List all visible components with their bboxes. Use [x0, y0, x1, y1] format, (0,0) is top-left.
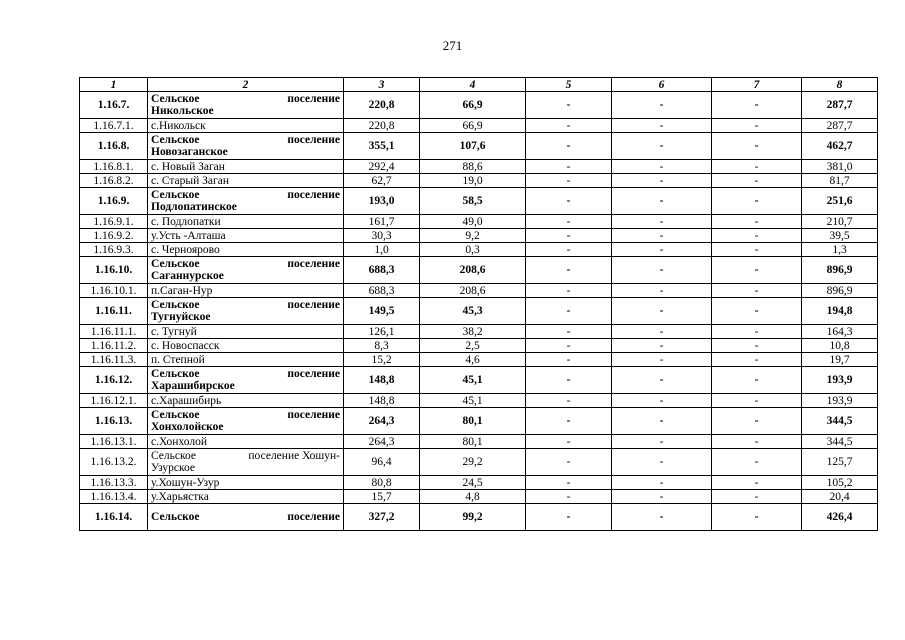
row-value-cell: - — [526, 353, 612, 367]
row-value-cell: - — [526, 298, 612, 325]
table-row — [80, 174, 878, 188]
row-name-part: поселение Хошун- — [248, 450, 340, 462]
row-value-cell: - — [712, 408, 802, 435]
row-name-cell: с. Новоспасск — [148, 339, 344, 353]
row-value-cell: 149,5 — [344, 298, 420, 325]
row-name-part: Сельское — [151, 134, 200, 146]
data-table — [79, 77, 878, 531]
row-value-cell: 264,3 — [344, 408, 420, 435]
row-name-part: Сельское — [151, 450, 197, 462]
row-value-cell: - — [612, 229, 712, 243]
row-value-cell: - — [712, 215, 802, 229]
row-code-cell: 1.16.8. — [80, 133, 148, 160]
row-value-cell: 208,6 — [420, 284, 526, 298]
row-value-cell: 210,7 — [802, 215, 878, 229]
row-code-cell: 1.16.11.1. — [80, 325, 148, 339]
row-name-cell: с. Старый Заган — [148, 174, 344, 188]
table-row — [80, 215, 878, 229]
row-name-cell: п. Степной — [148, 353, 344, 367]
row-value-cell: 39,5 — [802, 229, 878, 243]
row-code-cell: 1.16.7. — [80, 92, 148, 119]
row-code-cell: 1.16.8.1. — [80, 160, 148, 174]
row-code-cell: 1.16.11. — [80, 298, 148, 325]
row-value-cell: - — [612, 504, 712, 531]
row-value-cell: - — [712, 353, 802, 367]
table-row — [80, 490, 878, 504]
table-row — [80, 298, 878, 325]
row-value-cell: - — [712, 188, 802, 215]
row-value-cell: - — [612, 325, 712, 339]
row-value-cell: 148,8 — [344, 367, 420, 394]
row-value-cell: - — [712, 160, 802, 174]
row-value-cell: - — [526, 92, 612, 119]
row-code-cell: 1.16.11.3. — [80, 353, 148, 367]
row-value-cell: - — [612, 449, 712, 476]
table-row — [80, 160, 878, 174]
row-value-cell: 20,4 — [802, 490, 878, 504]
row-code-cell: 1.16.13. — [80, 408, 148, 435]
row-code-cell: 1.16.10.1. — [80, 284, 148, 298]
row-value-cell: - — [526, 449, 612, 476]
row-name-part: Сельское — [151, 368, 200, 380]
row-value-cell: 1,0 — [344, 243, 420, 257]
row-name-cell: с. Подлопатки — [148, 215, 344, 229]
table-row — [80, 394, 878, 408]
page-number: 271 — [442, 38, 463, 53]
row-value-cell: 251,6 — [802, 188, 878, 215]
row-code-cell: 1.16.9.3. — [80, 243, 148, 257]
row-name-part: Сельское — [151, 93, 200, 105]
row-value-cell: - — [526, 215, 612, 229]
table-row — [80, 188, 878, 215]
row-value-cell: 96,4 — [344, 449, 420, 476]
row-value-cell: 38,2 — [420, 325, 526, 339]
row-name-cell: с.Хонхолой — [148, 435, 344, 449]
row-value-cell: - — [612, 215, 712, 229]
row-value-cell: - — [526, 243, 612, 257]
row-name-part: поселение — [287, 258, 340, 270]
row-name-cell: с. Новый Заган — [148, 160, 344, 174]
row-value-cell: 208,6 — [420, 257, 526, 284]
table-row — [80, 119, 878, 133]
row-name-cell: с. Черноярово — [148, 243, 344, 257]
row-value-cell: - — [712, 504, 802, 531]
row-name-part: поселение — [287, 93, 340, 105]
row-name-part: Подлопатинское — [151, 201, 237, 213]
row-value-cell: - — [526, 119, 612, 133]
column-header: 8 — [802, 78, 878, 92]
row-name-cell — [148, 298, 344, 325]
row-value-cell: 220,8 — [344, 119, 420, 133]
row-value-cell: 126,1 — [344, 325, 420, 339]
table-row — [80, 367, 878, 394]
row-name-part: поселение — [287, 189, 340, 201]
table-row — [80, 353, 878, 367]
row-code-cell: 1.16.7.1. — [80, 119, 148, 133]
row-value-cell: 99,2 — [420, 504, 526, 531]
row-value-cell: - — [712, 229, 802, 243]
row-name-cell: у.Хошун-Узур — [148, 476, 344, 490]
row-value-cell: - — [526, 504, 612, 531]
row-name-part: Никольское — [151, 105, 214, 117]
row-code-cell: 1.16.9. — [80, 188, 148, 215]
row-code-cell: 1.16.13.1. — [80, 435, 148, 449]
row-value-cell: 29,2 — [420, 449, 526, 476]
row-value-cell: 80,1 — [420, 408, 526, 435]
row-name-part: Сельское — [151, 189, 200, 201]
row-value-cell: - — [612, 339, 712, 353]
table-row — [80, 339, 878, 353]
row-value-cell: 688,3 — [344, 257, 420, 284]
row-value-cell: - — [712, 476, 802, 490]
row-code-cell: 1.16.9.2. — [80, 229, 148, 243]
row-value-cell: - — [526, 133, 612, 160]
row-value-cell: - — [526, 490, 612, 504]
row-value-cell: 105,2 — [802, 476, 878, 490]
column-header: 2 — [148, 78, 344, 92]
row-value-cell: - — [712, 367, 802, 394]
header-row — [80, 78, 878, 92]
row-value-cell: 193,9 — [802, 367, 878, 394]
row-value-cell: 164,3 — [802, 325, 878, 339]
row-value-cell: - — [526, 476, 612, 490]
row-name-cell: с.Никольск — [148, 119, 344, 133]
column-header: 5 — [526, 78, 612, 92]
row-value-cell: 2,5 — [420, 339, 526, 353]
row-name-part: Харашибирское — [151, 380, 235, 392]
row-value-cell: 161,7 — [344, 215, 420, 229]
row-value-cell: - — [712, 119, 802, 133]
row-name-part: Хонхолойское — [151, 421, 224, 433]
row-value-cell: 327,2 — [344, 504, 420, 531]
table-row — [80, 504, 878, 531]
row-value-cell: - — [612, 476, 712, 490]
row-value-cell: 10,8 — [802, 339, 878, 353]
row-value-cell: 381,0 — [802, 160, 878, 174]
row-value-cell: 9,2 — [420, 229, 526, 243]
row-value-cell: - — [712, 133, 802, 160]
row-value-cell: - — [526, 394, 612, 408]
row-value-cell: 66,9 — [420, 119, 526, 133]
row-value-cell: 194,8 — [802, 298, 878, 325]
row-value-cell: 4,8 — [420, 490, 526, 504]
row-value-cell: 8,3 — [344, 339, 420, 353]
row-value-cell: 58,5 — [420, 188, 526, 215]
row-name-part: поселение — [287, 134, 340, 146]
row-value-cell: - — [712, 339, 802, 353]
row-name-cell — [148, 188, 344, 215]
row-value-cell: 688,3 — [344, 284, 420, 298]
row-value-cell: 15,7 — [344, 490, 420, 504]
table-row — [80, 133, 878, 160]
row-value-cell: 125,7 — [802, 449, 878, 476]
row-value-cell: 344,5 — [802, 435, 878, 449]
row-name-cell: у.Харьястка — [148, 490, 344, 504]
row-name-cell — [148, 408, 344, 435]
row-value-cell: - — [712, 257, 802, 284]
row-value-cell: 24,5 — [420, 476, 526, 490]
row-value-cell: 193,9 — [802, 394, 878, 408]
row-name-cell — [148, 257, 344, 284]
table-row — [80, 408, 878, 435]
table-row — [80, 257, 878, 284]
row-name-cell: с. Тугнуй — [148, 325, 344, 339]
row-value-cell: - — [712, 284, 802, 298]
row-name-cell — [148, 367, 344, 394]
row-name-part: поселение — [287, 409, 340, 421]
row-value-cell: 344,5 — [802, 408, 878, 435]
row-value-cell: 287,7 — [802, 119, 878, 133]
table-row — [80, 435, 878, 449]
row-value-cell: - — [612, 133, 712, 160]
row-value-cell: - — [612, 353, 712, 367]
row-value-cell: - — [712, 394, 802, 408]
row-value-cell: 896,9 — [802, 284, 878, 298]
row-name-part: Сельское — [151, 299, 200, 311]
row-value-cell: 81,7 — [802, 174, 878, 188]
row-value-cell: - — [612, 243, 712, 257]
row-value-cell: 107,6 — [420, 133, 526, 160]
row-name-part: Тугнуйское — [151, 311, 211, 323]
row-name-cell — [148, 92, 344, 119]
row-value-cell: - — [712, 325, 802, 339]
column-header: 3 — [344, 78, 420, 92]
row-value-cell: 30,3 — [344, 229, 420, 243]
row-value-cell: 0,3 — [420, 243, 526, 257]
row-code-cell: 1.16.13.3. — [80, 476, 148, 490]
column-header: 7 — [712, 78, 802, 92]
row-code-cell: 1.16.14. — [80, 504, 148, 531]
row-name-part: Сельское — [151, 258, 200, 270]
row-value-cell: - — [712, 435, 802, 449]
row-value-cell: - — [612, 188, 712, 215]
row-value-cell: 193,0 — [344, 188, 420, 215]
row-value-cell: 462,7 — [802, 133, 878, 160]
table-body — [80, 92, 878, 531]
row-value-cell: 80,8 — [344, 476, 420, 490]
row-value-cell: - — [712, 298, 802, 325]
row-code-cell: 1.16.9.1. — [80, 215, 148, 229]
table-row — [80, 284, 878, 298]
row-value-cell: - — [526, 188, 612, 215]
row-code-cell: 1.16.12. — [80, 367, 148, 394]
column-header: 4 — [420, 78, 526, 92]
column-header: 1 — [80, 78, 148, 92]
row-value-cell: - — [612, 408, 712, 435]
row-name-cell: с.Харашибирь — [148, 394, 344, 408]
row-code-cell: 1.16.10. — [80, 257, 148, 284]
row-value-cell: - — [526, 339, 612, 353]
row-value-cell: 1,3 — [802, 243, 878, 257]
row-value-cell: 19,0 — [420, 174, 526, 188]
row-name-cell — [148, 133, 344, 160]
row-code-cell: 1.16.12.1. — [80, 394, 148, 408]
table-row — [80, 449, 878, 476]
row-code-cell: 1.16.13.2. — [80, 449, 148, 476]
column-header: 6 — [612, 78, 712, 92]
table-row — [80, 243, 878, 257]
row-name-part: Новозаганское — [151, 146, 228, 158]
row-value-cell: 292,4 — [344, 160, 420, 174]
row-value-cell: 896,9 — [802, 257, 878, 284]
row-value-cell: 88,6 — [420, 160, 526, 174]
row-value-cell: - — [612, 394, 712, 408]
row-value-cell: - — [526, 435, 612, 449]
row-value-cell: - — [612, 119, 712, 133]
row-value-cell: - — [712, 243, 802, 257]
row-value-cell: - — [612, 435, 712, 449]
row-value-cell: 287,7 — [802, 92, 878, 119]
row-value-cell: 66,9 — [420, 92, 526, 119]
row-value-cell: - — [712, 92, 802, 119]
row-name-part: поселение — [287, 511, 340, 523]
row-value-cell: - — [712, 174, 802, 188]
row-value-cell: 264,3 — [344, 435, 420, 449]
row-name-cell — [148, 449, 344, 476]
row-value-cell: - — [526, 408, 612, 435]
row-value-cell: 148,8 — [344, 394, 420, 408]
row-value-cell: - — [612, 92, 712, 119]
row-name-part: Сельское — [151, 409, 200, 421]
row-value-cell: - — [712, 449, 802, 476]
row-value-cell: - — [612, 160, 712, 174]
row-name-part: Узурское — [151, 462, 196, 474]
row-name-cell: п.Саган-Нур — [148, 284, 344, 298]
row-value-cell: - — [526, 229, 612, 243]
row-name-cell — [148, 504, 344, 531]
row-value-cell: 355,1 — [344, 133, 420, 160]
row-value-cell: - — [526, 325, 612, 339]
row-value-cell: - — [612, 298, 712, 325]
row-value-cell: 220,8 — [344, 92, 420, 119]
row-value-cell: - — [612, 174, 712, 188]
row-value-cell: - — [612, 367, 712, 394]
row-code-cell: 1.16.11.2. — [80, 339, 148, 353]
row-value-cell: 45,1 — [420, 394, 526, 408]
row-value-cell: 49,0 — [420, 215, 526, 229]
row-value-cell: 62,7 — [344, 174, 420, 188]
row-value-cell: - — [526, 284, 612, 298]
row-value-cell: 45,1 — [420, 367, 526, 394]
row-value-cell: - — [612, 284, 712, 298]
row-value-cell: - — [612, 490, 712, 504]
row-name-cell: у.Усть -Алташа — [148, 229, 344, 243]
table-row — [80, 229, 878, 243]
row-value-cell: - — [526, 174, 612, 188]
row-value-cell: - — [526, 160, 612, 174]
row-value-cell: 4,6 — [420, 353, 526, 367]
table-row — [80, 476, 878, 490]
row-value-cell: 80,1 — [420, 435, 526, 449]
row-code-cell: 1.16.13.4. — [80, 490, 148, 504]
row-name-part: Саганнурское — [151, 270, 224, 282]
row-value-cell: - — [526, 257, 612, 284]
table-row — [80, 92, 878, 119]
row-value-cell: - — [526, 367, 612, 394]
row-name-part: поселение — [287, 368, 340, 380]
row-value-cell: 19,7 — [802, 353, 878, 367]
row-value-cell: 45,3 — [420, 298, 526, 325]
row-value-cell: 15,2 — [344, 353, 420, 367]
row-value-cell: 426,4 — [802, 504, 878, 531]
row-value-cell: - — [612, 257, 712, 284]
row-value-cell: - — [712, 490, 802, 504]
row-name-part: поселение — [287, 299, 340, 311]
row-code-cell: 1.16.8.2. — [80, 174, 148, 188]
table-row — [80, 325, 878, 339]
row-name-part: Сельское — [151, 511, 200, 523]
